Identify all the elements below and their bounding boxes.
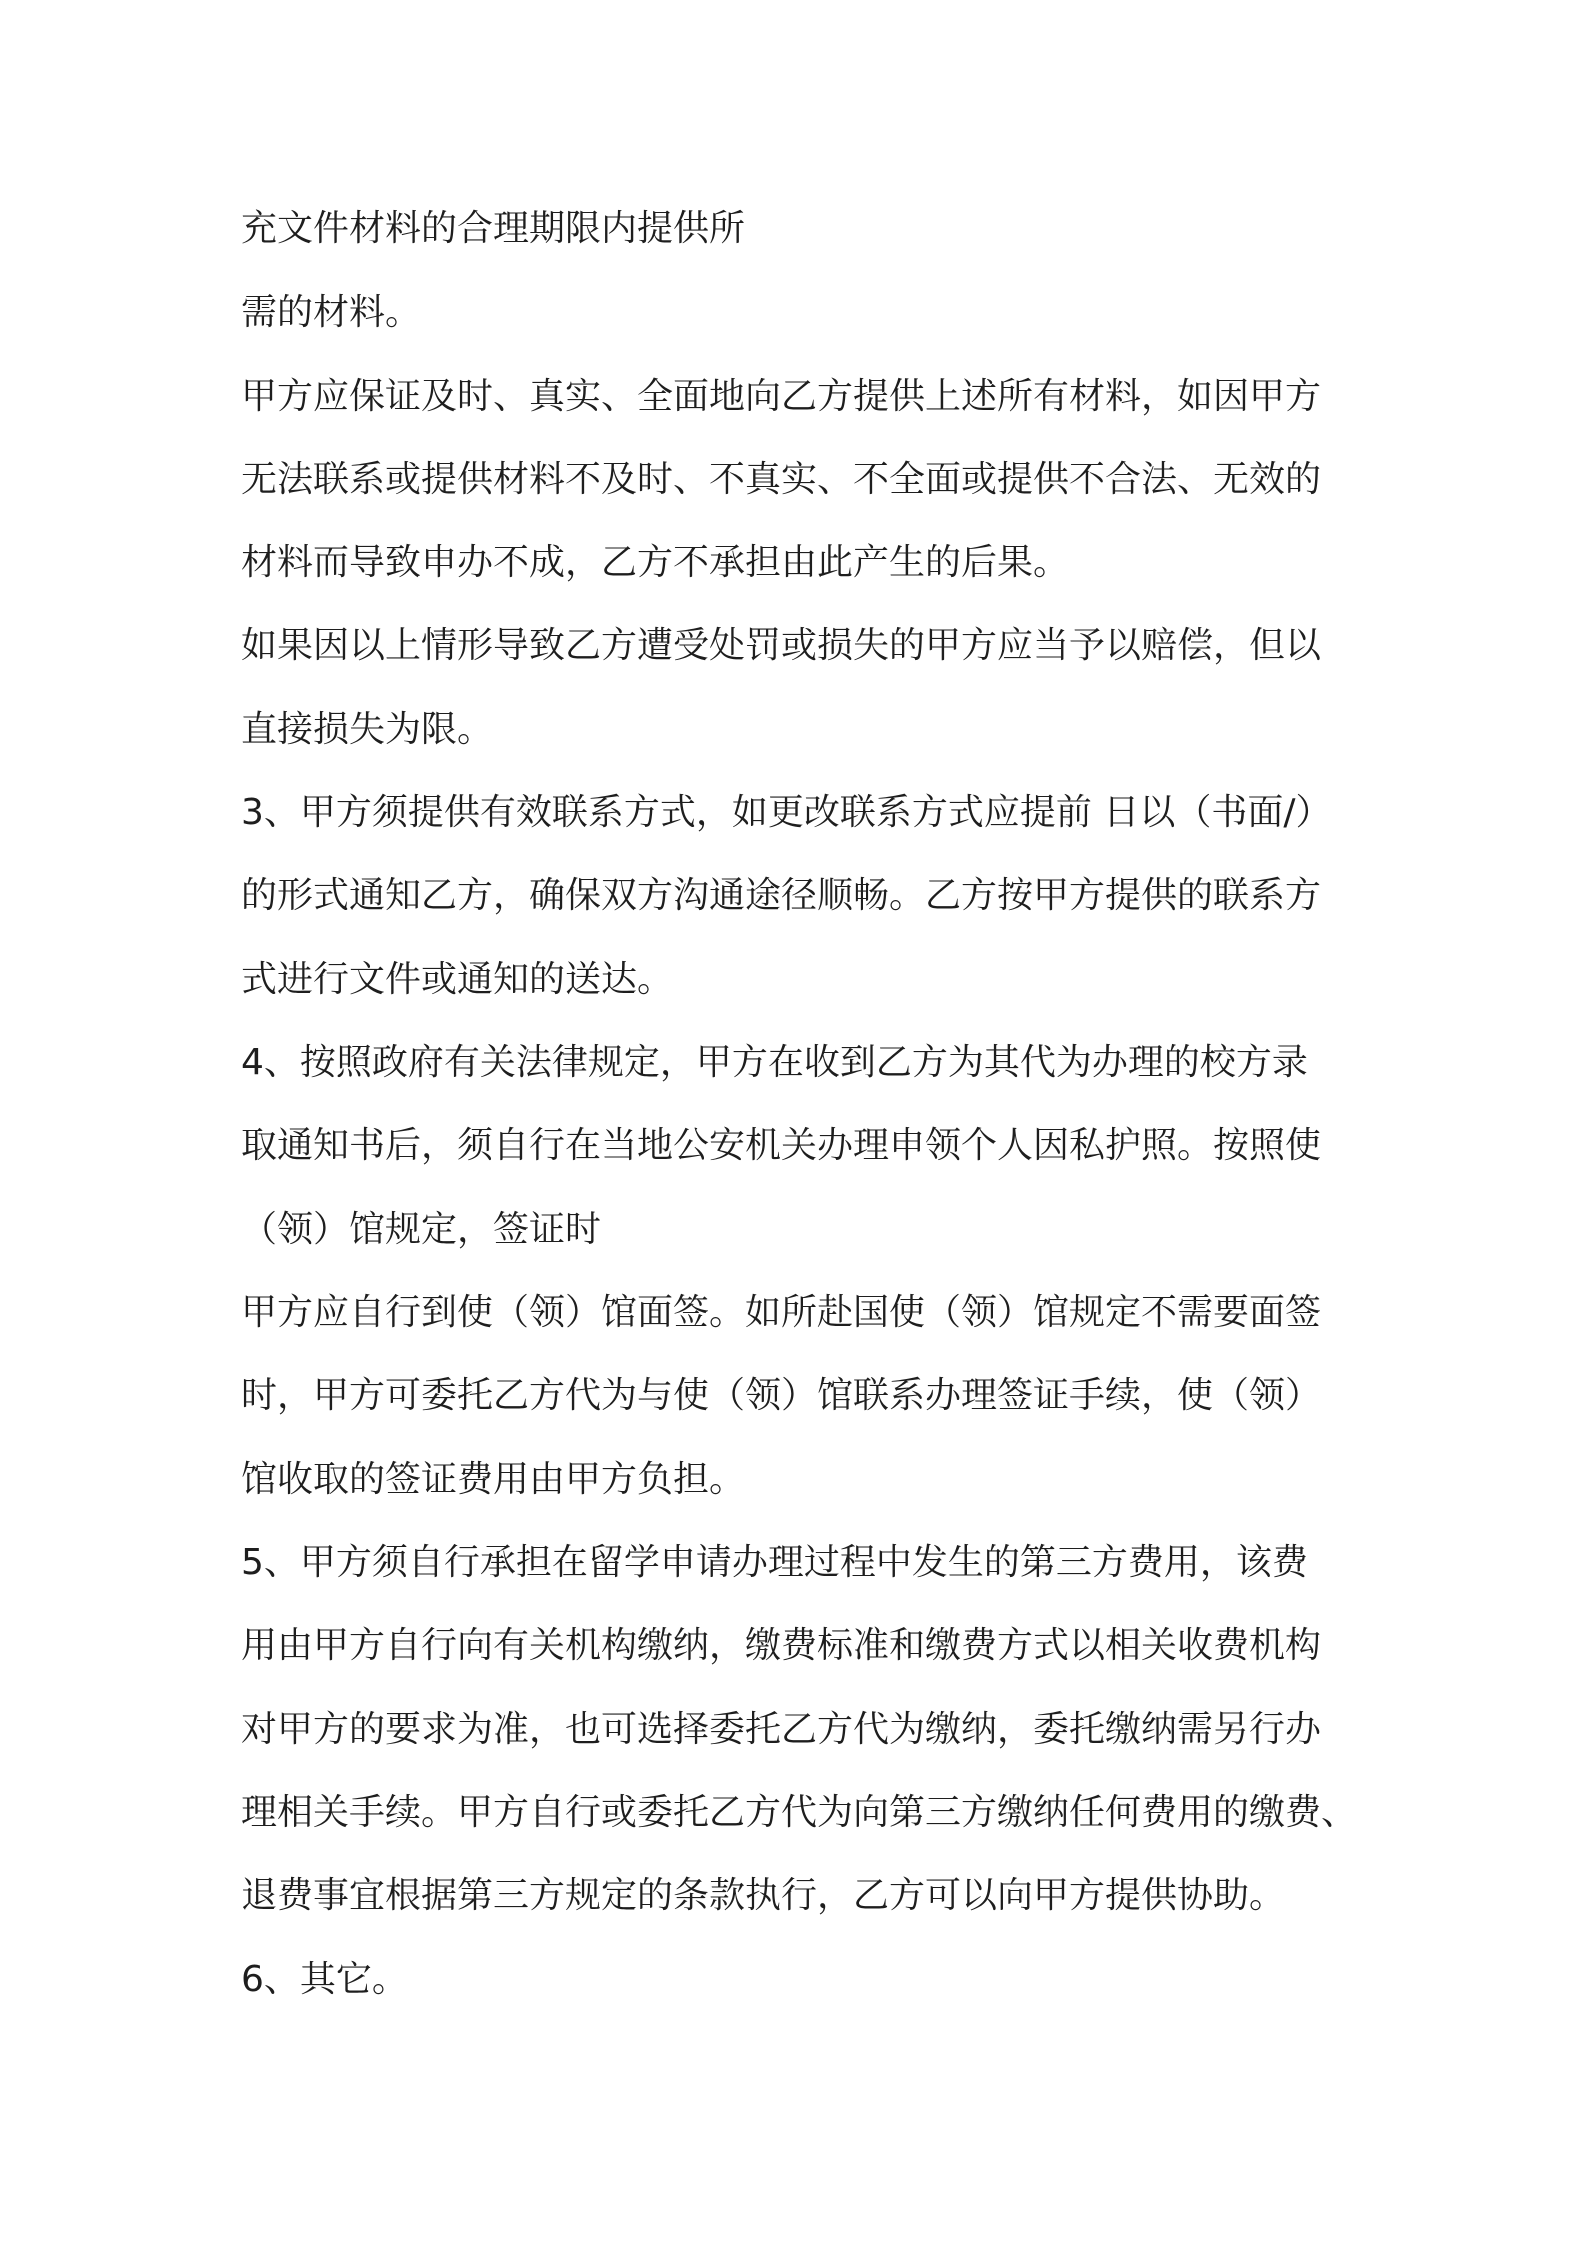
text-line: 的形式通知乙方，确保双方沟通途径顺畅。乙方按甲方提供的联系方 bbox=[241, 875, 1322, 916]
text-line: 理相关手续。甲方自行或委托乙方代为向第三方缴纳任何费用的缴费、 bbox=[241, 1792, 1358, 1833]
text-line: 无法联系或提供材料不及时、不真实、不全面或提供不合法、无效的 bbox=[241, 459, 1322, 500]
text-line: 充文件材料的合理期限内提供所 bbox=[241, 208, 746, 249]
text-line: 取通知书后，须自行在当地公安机关办理申领个人因私护照。按照使 bbox=[241, 1125, 1322, 1166]
text-line: 5、甲方须自行承担在留学申请办理过程中发生的第三方费用，该费 bbox=[241, 1542, 1308, 1583]
text-line: 式进行文件或通知的送达。 bbox=[241, 959, 674, 1000]
text-line: 6、其它。 bbox=[241, 1959, 408, 2000]
text-line: 如果因以上情形导致乙方遭受处罚或损失的甲方应当予以赔偿，但以 bbox=[241, 625, 1322, 666]
text-line: 材料而导致申办不成，乙方不承担由此产生的后果。 bbox=[241, 542, 1070, 583]
text-line: 馆收取的签证费用由甲方负担。 bbox=[241, 1459, 746, 1500]
text-line: 甲方应自行到使（领）馆面签。如所赴国使（领）馆规定不需要面签 bbox=[241, 1292, 1322, 1333]
text-line: 需的材料。 bbox=[241, 292, 422, 333]
text-line: 时，甲方可委托乙方代为与使（领）馆联系办理签证手续，使（领） bbox=[241, 1375, 1322, 1416]
text-line: 3、甲方须提供有效联系方式，如更改联系方式应提前 日以（书面/） bbox=[241, 792, 1332, 833]
text-line: （领）馆规定，签证时 bbox=[241, 1209, 602, 1250]
text-line: 甲方应保证及时、真实、全面地向乙方提供上述所有材料，如因甲方 bbox=[241, 376, 1322, 417]
text-line: 对甲方的要求为准，也可选择委托乙方代为缴纳，委托缴纳需另行办 bbox=[241, 1709, 1322, 1750]
text-line: 退费事宜根据第三方规定的条款执行，乙方可以向甲方提供协助。 bbox=[241, 1875, 1286, 1916]
text-line: 用由甲方自行向有关机构缴纳，缴费标准和缴费方式以相关收费机构 bbox=[241, 1625, 1322, 1666]
text-line: 直接损失为限。 bbox=[241, 709, 494, 750]
text-line: 4、按照政府有关法律规定，甲方在收到乙方为其代为办理的校方录 bbox=[241, 1042, 1308, 1083]
